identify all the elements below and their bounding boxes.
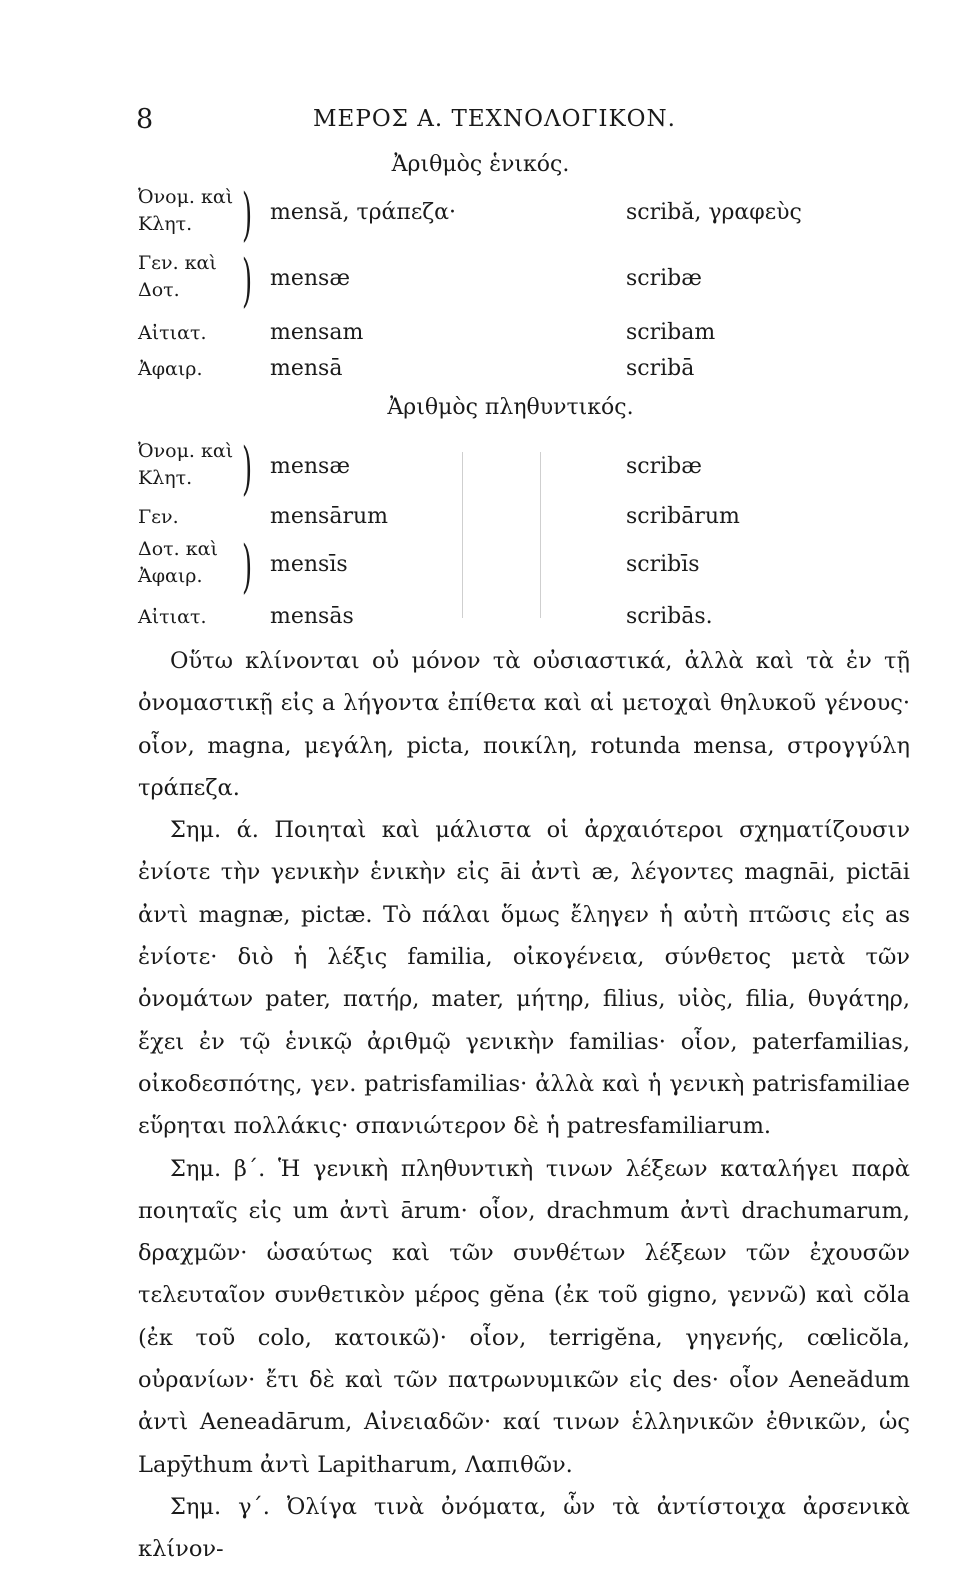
case-label: Δοτ.	[138, 279, 180, 301]
page-header	[136, 104, 866, 144]
plural-section-title: Ἀριθμὸς πληθυντικός.	[387, 395, 634, 420]
case-label: Ὀνομ. καὶ	[138, 440, 234, 462]
case-label: Ἀφαιρ.	[138, 358, 203, 380]
second-example-form: scribă, γραφεὺς	[626, 200, 802, 225]
note-paragraph: Σημ. γ΄. Ὀλίγα τινὰ ὀνόματα, ὧν τὰ ἀντίστοιχα ἀρσενικὰ κλίνον-	[138, 1493, 910, 1563]
case-label: Δοτ. καὶ	[138, 538, 218, 560]
case-label: Γεν.	[138, 506, 179, 528]
case-label: Κλητ.	[138, 213, 193, 235]
first-declension-form: mensă, τράπεζα·	[270, 200, 457, 225]
brace-mark: )	[242, 437, 253, 504]
first-declension-form: mensæ	[270, 454, 351, 479]
singular-row	[138, 249, 898, 316]
plural-row	[138, 437, 898, 504]
second-example-form: scribæ	[626, 266, 702, 291]
first-declension-form: mensā	[270, 356, 343, 381]
body-text	[138, 640, 910, 1571]
second-example-form: scribārum	[626, 504, 740, 529]
case-label: Κλητ.	[138, 467, 193, 489]
brace-mark: )	[242, 249, 253, 316]
second-example-form: scribīs	[626, 552, 700, 577]
case-label: Ὀνομ. καὶ	[138, 186, 234, 208]
brace-mark: )	[242, 183, 253, 250]
second-example-form: scribam	[626, 320, 716, 345]
first-declension-form: mensam	[270, 320, 364, 345]
case-label: Ἀφαιρ.	[138, 565, 203, 587]
page-number: 8	[136, 104, 154, 135]
paragraph: Οὕτω κλίνονται οὐ μόνον τὰ οὐσιαστικά, ἀλλὰ καὶ τὰ ἐν τῇ ὀνομαστικῇ εἰς a λήγοντα ἐπίθετα καὶ αἱ μετοχαὶ θηλυκοῦ γένους· οἷον, magna, μεγάλη, picta, ποικίλη, rotunda mensa, στρογγύλη τράπεζα.	[138, 648, 910, 801]
singular-section-title: Ἀριθμὸς ἑνικός.	[391, 152, 570, 177]
case-label: Αἰτιατ.	[138, 322, 207, 344]
singular-row	[138, 183, 898, 250]
first-declension-form: mensās	[270, 604, 354, 629]
plural-row	[138, 535, 898, 602]
first-declension-form: mensæ	[270, 266, 351, 291]
brace-mark: )	[242, 535, 253, 602]
case-label: Αἰτιατ.	[138, 606, 207, 628]
first-declension-form: mensārum	[270, 504, 389, 529]
second-example-form: scribæ	[626, 454, 702, 479]
second-example-form: scribās.	[626, 604, 713, 629]
case-label: Γεν. καὶ	[138, 252, 217, 274]
running-head: ΜΕΡΟΣ Α. ΤΕΧΝΟΛΟΓΙΚΟΝ.	[313, 106, 676, 132]
second-example-form: scribā	[626, 356, 695, 381]
note-paragraph: Σημ. ά. Ποιηταὶ καὶ μάλιστα οἱ ἀρχαιότεροι σχηματίζουσιν ἐνίοτε τὴν γενικὴν ἑνικὴν εἰς āi ἀντὶ æ, λέγοντες magnāi, pictāi ἀντὶ magnæ, pictæ. Τὸ πάλαι ὅμως ἔληγεν ἡ αὐτὴ πτῶσις εἰς as ἐνίοτε· διὸ ἡ λέξις familia, οἰκογένεια, σύνθετος μετὰ τῶν ὀνομάτων pater, πατήρ, mater, μήτηρ, filius, υἱὸς, filia, θυγάτηρ, ἔχει ἐν τῷ ἑνικῷ ἀριθμῷ γενικὴν familias· οἷον, paterfamilias, οἰκοδεσπότης, γεν. patrisfamilias· ἀλλὰ καὶ ἡ γενικὴ patrisfamiliae εὕρηται πολλάκις· σπανιώτερον δὲ ἡ patresfamiliarum.	[138, 817, 910, 1140]
first-declension-form: mensīs	[270, 552, 348, 577]
note-paragraph: Σημ. β΄. Ἡ γενικὴ πληθυντικὴ τινων λέξεων καταλήγει παρὰ ποιηταῖς εἰς um ἀντὶ ārum· οἷον, drachmum ἀντὶ drachumarum, δραχμῶν· ὡσαύτως καὶ τῶν συνθέτων λέξεων τῶν ἐχουσῶν τελευταῖον συνθετικὸν μέρος gĕna (ἐκ τοῦ gigno, γεννῶ) καὶ cŏla (ἐκ τοῦ colo, κατοικῶ)· οἷον, terrigĕna, γηγενής, cœlicŏla, οὐρανίων· ἔτι δὲ καὶ τῶν πατρωνυμικῶν εἰς des· οἷον Aeneădum ἀντὶ Aeneadārum, Αἰνειαδῶν· καί τινων ἑλληνικῶν ἐθνικῶν, ὡς Lapȳthum ἀντὶ Lapitharum, Λαπιθῶν.	[138, 1155, 910, 1478]
